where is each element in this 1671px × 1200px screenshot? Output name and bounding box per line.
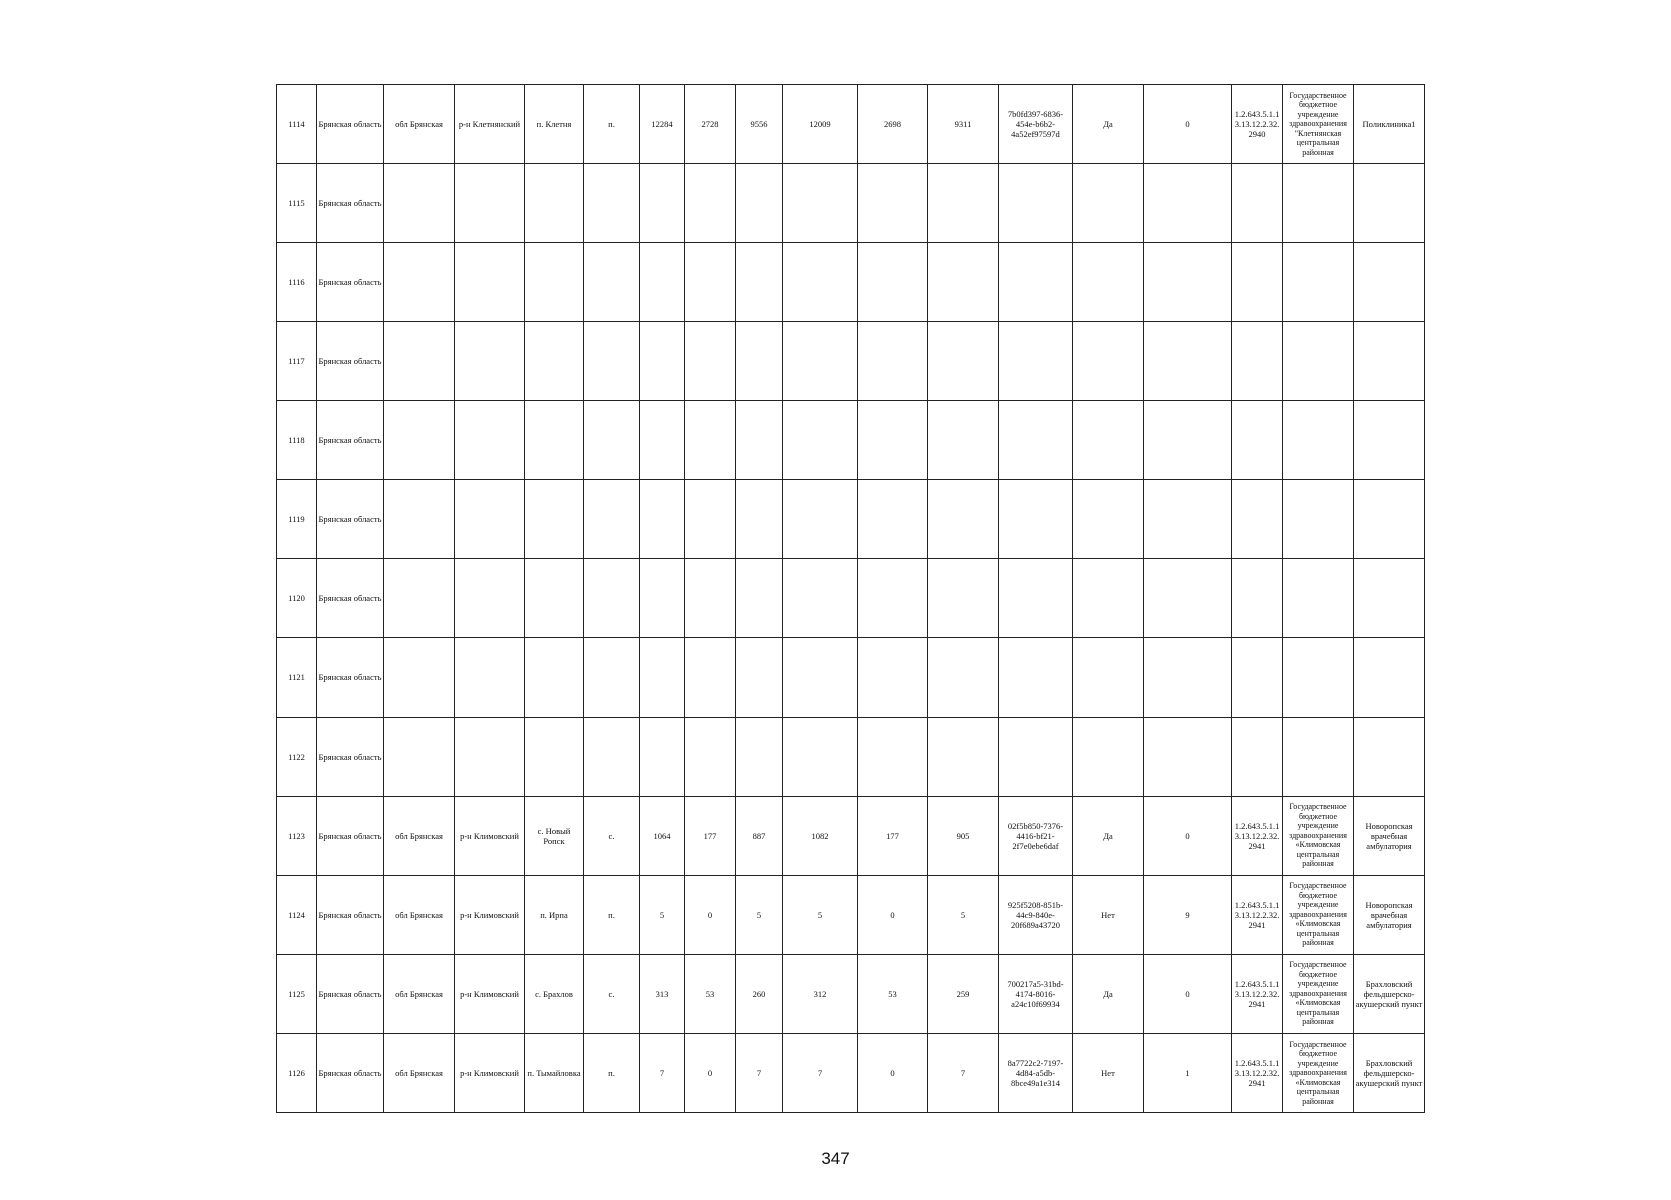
facility-cell xyxy=(1354,638,1425,717)
row-id-cell: 1125 xyxy=(277,954,317,1033)
table-row xyxy=(277,875,1425,954)
subject-cell: обл Брянская xyxy=(384,875,455,954)
table-row xyxy=(277,401,1425,480)
population-adults-cell: 887 xyxy=(736,796,783,875)
oid-cell xyxy=(1232,480,1283,559)
subject-cell: обл Брянская xyxy=(384,85,455,164)
table-row xyxy=(277,954,1425,1033)
population-children-2-cell xyxy=(858,401,928,480)
population-children-2-cell xyxy=(858,164,928,243)
flag-cell xyxy=(1073,243,1144,322)
locality-type-cell: с. xyxy=(584,796,640,875)
locality-cell xyxy=(525,638,584,717)
population-children-2-cell: 2698 xyxy=(858,85,928,164)
subject-cell xyxy=(384,638,455,717)
population-total-cell: 313 xyxy=(640,954,685,1033)
population-total-2-cell xyxy=(783,717,858,796)
population-adults-cell: 9556 xyxy=(736,85,783,164)
district-cell xyxy=(455,401,525,480)
population-adults-cell: 5 xyxy=(736,875,783,954)
number-cell: 1 xyxy=(1144,1033,1232,1112)
population-children-2-cell xyxy=(858,638,928,717)
oid-cell: 1.2.643.5.1.13.13.12.2.32.2941 xyxy=(1232,875,1283,954)
subject-cell: обл Брянская xyxy=(384,954,455,1033)
locality-cell: с. Брахлов xyxy=(525,954,584,1033)
guid-cell: 700217a5-31bd-4174-8016-a24c10f69934 xyxy=(999,954,1073,1033)
locality-type-cell xyxy=(584,164,640,243)
population-adults-cell xyxy=(736,243,783,322)
district-cell: р-н Климовский xyxy=(455,954,525,1033)
subject-cell xyxy=(384,559,455,638)
table-row xyxy=(277,322,1425,401)
population-total-2-cell xyxy=(783,638,858,717)
population-total-cell xyxy=(640,559,685,638)
organization-text xyxy=(1284,244,1352,321)
facility-cell xyxy=(1354,401,1425,480)
guid-cell xyxy=(999,638,1073,717)
organization-text: Государственное бюджетное учреждение здравоохранения «Климовская центральная районная xyxy=(1289,802,1347,869)
district-cell xyxy=(455,164,525,243)
subject-cell: обл Брянская xyxy=(384,796,455,875)
region-cell: Брянская область xyxy=(317,243,384,322)
population-children-2-cell xyxy=(858,322,928,401)
district-cell: р-н Климовский xyxy=(455,796,525,875)
locality-type-cell xyxy=(584,559,640,638)
population-adults-2-cell: 905 xyxy=(928,796,999,875)
oid-cell: 1.2.643.5.1.13.13.12.2.32.2941 xyxy=(1232,954,1283,1033)
population-children-cell xyxy=(685,480,736,559)
population-adults-cell xyxy=(736,480,783,559)
guid-cell xyxy=(999,559,1073,638)
locality-cell xyxy=(525,164,584,243)
facility-cell: Новоропская врачебная амбулатория xyxy=(1354,875,1425,954)
table-row xyxy=(277,85,1425,164)
locality-type-cell xyxy=(584,401,640,480)
organization-cell xyxy=(1283,559,1354,638)
subject-cell xyxy=(384,401,455,480)
guid-cell xyxy=(999,717,1073,796)
subject-cell xyxy=(384,480,455,559)
population-total-cell: 12284 xyxy=(640,85,685,164)
number-cell xyxy=(1144,322,1232,401)
population-children-2-cell xyxy=(858,480,928,559)
population-total-2-cell xyxy=(783,164,858,243)
organization-text xyxy=(1284,481,1352,558)
population-children-cell: 0 xyxy=(685,875,736,954)
population-total-cell xyxy=(640,401,685,480)
organization-text: Государственное бюджетное учреждение здравоохранения "Клетнянская центральная районная xyxy=(1289,90,1347,157)
number-cell: 0 xyxy=(1144,85,1232,164)
oid-cell xyxy=(1232,401,1283,480)
population-total-cell xyxy=(640,638,685,717)
organization-cell xyxy=(1283,85,1354,164)
population-total-cell xyxy=(640,322,685,401)
number-cell xyxy=(1144,559,1232,638)
district-cell xyxy=(455,322,525,401)
locality-cell xyxy=(525,243,584,322)
facility-cell xyxy=(1354,322,1425,401)
population-children-2-cell xyxy=(858,243,928,322)
population-children-cell: 53 xyxy=(685,954,736,1033)
population-adults-cell xyxy=(736,638,783,717)
row-id-cell: 1119 xyxy=(277,480,317,559)
population-children-cell xyxy=(685,401,736,480)
population-adults-2-cell xyxy=(928,243,999,322)
population-total-2-cell: 312 xyxy=(783,954,858,1033)
facility-cell xyxy=(1354,243,1425,322)
population-adults-cell xyxy=(736,717,783,796)
number-cell xyxy=(1144,638,1232,717)
population-total-2-cell xyxy=(783,322,858,401)
subject-cell xyxy=(384,322,455,401)
population-adults-2-cell xyxy=(928,401,999,480)
flag-cell: Да xyxy=(1073,954,1144,1033)
locality-type-cell xyxy=(584,243,640,322)
district-cell xyxy=(455,717,525,796)
flag-cell: Нет xyxy=(1073,1033,1144,1112)
locality-type-cell xyxy=(584,322,640,401)
flag-cell: Да xyxy=(1073,796,1144,875)
population-total-2-cell xyxy=(783,480,858,559)
population-adults-cell xyxy=(736,164,783,243)
page-number: 347 xyxy=(821,1149,850,1168)
number-cell xyxy=(1144,401,1232,480)
organization-cell xyxy=(1283,1033,1354,1112)
organization-cell xyxy=(1283,954,1354,1033)
population-children-2-cell: 53 xyxy=(858,954,928,1033)
guid-cell: 02f5b850-7376-4416-bf21-2f7e0ebe6daf xyxy=(999,796,1073,875)
table-row xyxy=(277,717,1425,796)
locality-type-cell: с. xyxy=(584,954,640,1033)
subject-cell xyxy=(384,164,455,243)
population-adults-2-cell xyxy=(928,559,999,638)
guid-cell: 925f5208-851b-44c9-840e-20f689a43720 xyxy=(999,875,1073,954)
population-total-cell xyxy=(640,164,685,243)
locality-type-cell xyxy=(584,480,640,559)
region-cell: Брянская область xyxy=(317,322,384,401)
organization-cell xyxy=(1283,243,1354,322)
population-total-2-cell: 12009 xyxy=(783,85,858,164)
region-cell: Брянская область xyxy=(317,401,384,480)
facility-cell: Поликлиника1 xyxy=(1354,85,1425,164)
district-cell: р-н Климовский xyxy=(455,875,525,954)
locality-cell xyxy=(525,401,584,480)
population-total-2-cell: 1082 xyxy=(783,796,858,875)
population-adults-2-cell xyxy=(928,638,999,717)
guid-cell xyxy=(999,243,1073,322)
organization-cell xyxy=(1283,875,1354,954)
guid-cell xyxy=(999,322,1073,401)
table-row xyxy=(277,559,1425,638)
locality-cell: п. Ирпа xyxy=(525,875,584,954)
region-cell: Брянская область xyxy=(317,164,384,243)
population-adults-2-cell xyxy=(928,480,999,559)
organization-text xyxy=(1284,560,1352,637)
population-children-cell xyxy=(685,559,736,638)
oid-cell xyxy=(1232,243,1283,322)
row-id-cell: 1121 xyxy=(277,638,317,717)
district-cell: р-н Клетнянский xyxy=(455,85,525,164)
population-adults-cell: 260 xyxy=(736,954,783,1033)
region-cell: Брянская область xyxy=(317,1033,384,1112)
subject-cell xyxy=(384,717,455,796)
locality-cell: п. Тымайловка xyxy=(525,1033,584,1112)
population-total-2-cell xyxy=(783,401,858,480)
guid-cell xyxy=(999,480,1073,559)
oid-cell: 1.2.643.5.1.13.13.12.2.32.2941 xyxy=(1232,1033,1283,1112)
region-cell: Брянская область xyxy=(317,85,384,164)
population-children-cell: 0 xyxy=(685,1033,736,1112)
row-id-cell: 1117 xyxy=(277,322,317,401)
organization-cell xyxy=(1283,796,1354,875)
oid-cell xyxy=(1232,638,1283,717)
row-id-cell: 1120 xyxy=(277,559,317,638)
number-cell: 9 xyxy=(1144,875,1232,954)
row-id-cell: 1123 xyxy=(277,796,317,875)
flag-cell xyxy=(1073,638,1144,717)
district-cell xyxy=(455,243,525,322)
organization-cell xyxy=(1283,480,1354,559)
organization-cell xyxy=(1283,164,1354,243)
subject-cell: обл Брянская xyxy=(384,1033,455,1112)
table-row xyxy=(277,796,1425,875)
flag-cell xyxy=(1073,164,1144,243)
population-total-2-cell: 7 xyxy=(783,1033,858,1112)
population-total-cell xyxy=(640,480,685,559)
locality-cell xyxy=(525,480,584,559)
organization-text xyxy=(1284,718,1352,795)
flag-cell xyxy=(1073,480,1144,559)
facility-cell xyxy=(1354,480,1425,559)
population-adults-cell xyxy=(736,559,783,638)
row-id-cell: 1118 xyxy=(277,401,317,480)
oid-cell xyxy=(1232,322,1283,401)
flag-cell: Нет xyxy=(1073,875,1144,954)
region-cell: Брянская область xyxy=(317,796,384,875)
population-adults-2-cell xyxy=(928,164,999,243)
organization-cell xyxy=(1283,717,1354,796)
population-children-cell xyxy=(685,717,736,796)
facility-cell xyxy=(1354,559,1425,638)
region-cell: Брянская область xyxy=(317,480,384,559)
population-children-cell: 2728 xyxy=(685,85,736,164)
facility-cell: Новоропская врачебная амбулатория xyxy=(1354,796,1425,875)
population-children-2-cell xyxy=(858,717,928,796)
flag-cell xyxy=(1073,322,1144,401)
table-row xyxy=(277,638,1425,717)
organization-text: Государственное бюджетное учреждение здравоохранения «Климовская центральная районная xyxy=(1289,881,1347,948)
population-adults-2-cell xyxy=(928,322,999,401)
locality-cell xyxy=(525,322,584,401)
population-adults-2-cell: 5 xyxy=(928,875,999,954)
row-id-cell: 1124 xyxy=(277,875,317,954)
population-total-cell xyxy=(640,717,685,796)
oid-cell xyxy=(1232,717,1283,796)
number-cell xyxy=(1144,717,1232,796)
population-children-cell xyxy=(685,164,736,243)
locality-type-cell xyxy=(584,717,640,796)
population-total-cell xyxy=(640,243,685,322)
region-cell: Брянская область xyxy=(317,717,384,796)
population-children-2-cell: 0 xyxy=(858,1033,928,1112)
population-adults-2-cell: 7 xyxy=(928,1033,999,1112)
oid-cell: 1.2.643.5.1.13.13.12.2.32.2941 xyxy=(1232,796,1283,875)
row-id-cell: 1114 xyxy=(277,85,317,164)
facility-cell: Брахловский фельдшерско-акушерский пункт xyxy=(1354,1033,1425,1112)
population-children-cell xyxy=(685,243,736,322)
population-adults-cell: 7 xyxy=(736,1033,783,1112)
row-id-cell: 1116 xyxy=(277,243,317,322)
number-cell: 0 xyxy=(1144,954,1232,1033)
guid-cell xyxy=(999,164,1073,243)
locality-cell xyxy=(525,559,584,638)
flag-cell xyxy=(1073,401,1144,480)
population-children-2-cell xyxy=(858,559,928,638)
flag-cell xyxy=(1073,559,1144,638)
flag-cell xyxy=(1073,717,1144,796)
locality-cell xyxy=(525,717,584,796)
district-cell: р-н Климовский xyxy=(455,1033,525,1112)
organization-text xyxy=(1284,165,1352,242)
population-total-cell: 5 xyxy=(640,875,685,954)
district-cell xyxy=(455,559,525,638)
table-row xyxy=(277,1033,1425,1112)
oid-cell xyxy=(1232,164,1283,243)
flag-cell: Да xyxy=(1073,85,1144,164)
population-children-2-cell: 0 xyxy=(858,875,928,954)
population-adults-cell xyxy=(736,322,783,401)
row-id-cell: 1122 xyxy=(277,717,317,796)
population-adults-2-cell xyxy=(928,717,999,796)
oid-cell: 1.2.643.5.1.13.13.12.2.32.2940 xyxy=(1232,85,1283,164)
population-total-2-cell xyxy=(783,243,858,322)
population-adults-2-cell: 9311 xyxy=(928,85,999,164)
organization-text xyxy=(1284,639,1352,716)
locality-cell: п. Клетня xyxy=(525,85,584,164)
region-cell: Брянская область xyxy=(317,559,384,638)
number-cell: 0 xyxy=(1144,796,1232,875)
organization-text: Государственное бюджетное учреждение здравоохранения «Климовская центральная районная xyxy=(1289,960,1347,1027)
district-cell xyxy=(455,638,525,717)
population-total-2-cell xyxy=(783,559,858,638)
locality-type-cell xyxy=(584,638,640,717)
organization-text xyxy=(1284,402,1352,479)
oid-cell xyxy=(1232,559,1283,638)
population-children-2-cell: 177 xyxy=(858,796,928,875)
region-cell: Брянская область xyxy=(317,875,384,954)
region-cell: Брянская область xyxy=(317,638,384,717)
population-total-2-cell: 5 xyxy=(783,875,858,954)
guid-cell: 8a7722c2-7197-4d84-a5db-8bce49a1e314 xyxy=(999,1033,1073,1112)
locality-type-cell: п. xyxy=(584,1033,640,1112)
facility-cell xyxy=(1354,164,1425,243)
number-cell xyxy=(1144,243,1232,322)
row-id-cell: 1126 xyxy=(277,1033,317,1112)
population-total-cell: 1064 xyxy=(640,796,685,875)
population-adults-cell xyxy=(736,401,783,480)
table-row xyxy=(277,243,1425,322)
population-children-cell xyxy=(685,638,736,717)
organization-cell xyxy=(1283,638,1354,717)
organization-cell xyxy=(1283,401,1354,480)
subject-cell xyxy=(384,243,455,322)
locality-type-cell: п. xyxy=(584,85,640,164)
number-cell xyxy=(1144,164,1232,243)
organization-text xyxy=(1284,323,1352,400)
region-cell: Брянская область xyxy=(317,954,384,1033)
data-table xyxy=(276,84,1425,1113)
population-children-cell: 177 xyxy=(685,796,736,875)
population-children-cell xyxy=(685,322,736,401)
district-cell xyxy=(455,480,525,559)
locality-type-cell: п. xyxy=(584,875,640,954)
table-row xyxy=(277,480,1425,559)
guid-cell: 7b0fd397-6836-454e-b6b2-4a52ef97597d xyxy=(999,85,1073,164)
guid-cell xyxy=(999,401,1073,480)
population-adults-2-cell: 259 xyxy=(928,954,999,1033)
organization-cell xyxy=(1283,322,1354,401)
facility-cell xyxy=(1354,717,1425,796)
population-total-cell: 7 xyxy=(640,1033,685,1112)
facility-cell: Брахловский фельдшерско-акушерский пункт xyxy=(1354,954,1425,1033)
table-row xyxy=(277,164,1425,243)
number-cell xyxy=(1144,480,1232,559)
row-id-cell: 1115 xyxy=(277,164,317,243)
organization-text: Государственное бюджетное учреждение здравоохранения «Климовская центральная районная xyxy=(1289,1039,1347,1106)
locality-cell: с. Новый Ропск xyxy=(525,796,584,875)
